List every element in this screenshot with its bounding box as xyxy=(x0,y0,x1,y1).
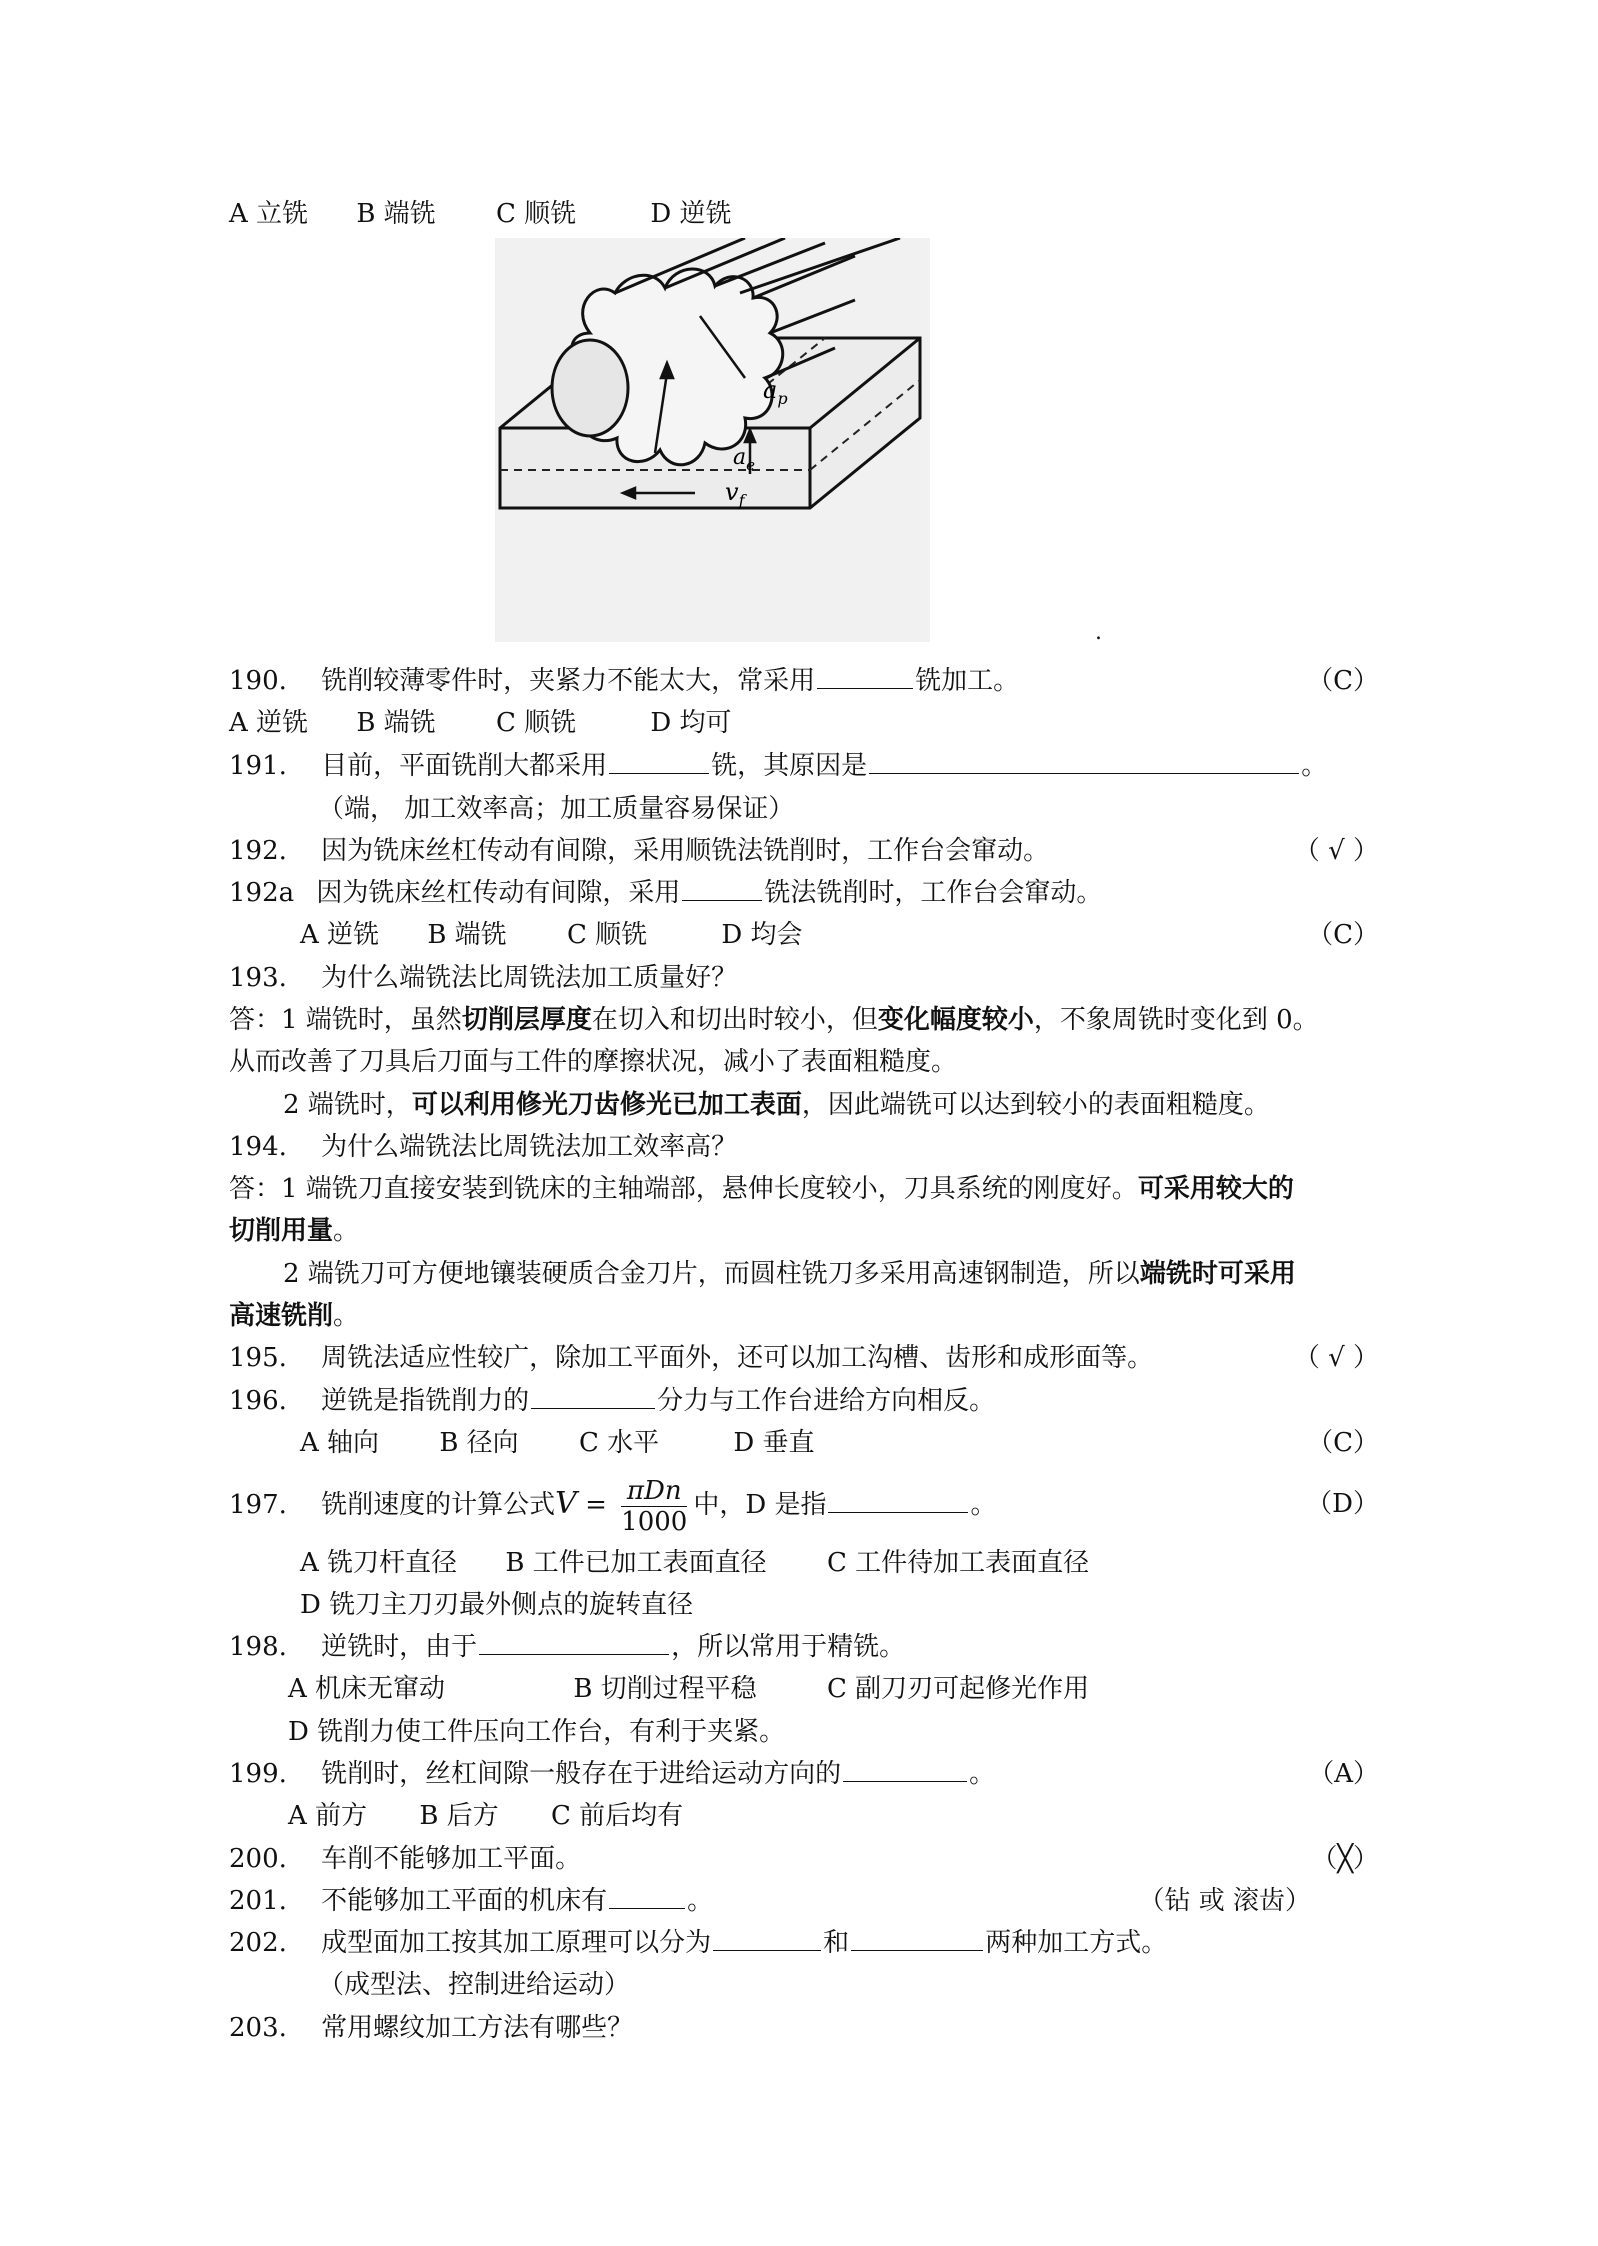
q194-answer-1 xyxy=(229,1168,1379,1210)
question-number: 198. xyxy=(229,1632,287,1662)
q194-question xyxy=(229,1126,1379,1168)
question-text: 两种加工方式。 xyxy=(985,1928,1168,1958)
question-number: 195. xyxy=(229,1343,287,1373)
option: C 副刀刃可起修光作用 xyxy=(826,1674,1090,1704)
question-text: 逆铣时，由于 xyxy=(321,1632,478,1662)
answer-emphasis: 切削层厚度 xyxy=(461,1005,592,1035)
q202-question xyxy=(229,1922,1379,1964)
question-number: 192. xyxy=(229,836,287,866)
question-text: 铣削时，丝杠间隙一般存在于进给运动方向的 xyxy=(321,1759,842,1789)
q197-option-d: D 铣刀主刀刃最外侧点的旋转直径 xyxy=(300,1590,694,1620)
question-text: 为什么端铣法比周铣法加工效率高？ xyxy=(321,1132,738,1162)
answer-emphasis: 端铣时可采用 xyxy=(1139,1259,1296,1289)
question-text: 因为铣床丝杠传动有间隙，采用顺铣法铣削时，工作台会窜动。 xyxy=(321,836,1050,866)
q194-answer-1-cont xyxy=(229,1210,1379,1252)
option: C 前后均有 xyxy=(550,1801,684,1831)
q190-question xyxy=(229,660,1379,702)
q199-options xyxy=(288,1795,1438,1837)
question-text: 铣削速度的计算公式 xyxy=(321,1490,556,1520)
option: A 铣刀杆直径 xyxy=(300,1548,458,1578)
formula-denominator: 1000 xyxy=(621,1506,688,1537)
option: A 逆铣 xyxy=(229,708,309,738)
question-number: 190. xyxy=(229,666,287,696)
answer-blank xyxy=(828,1486,968,1513)
stray-dot: . xyxy=(1095,620,1102,645)
answer-text: 。 xyxy=(333,1301,360,1331)
q202-note: （成型法、控制进给运动） xyxy=(318,1970,631,2000)
question-text: 成型面加工按其加工原理可以分为 xyxy=(321,1928,712,1958)
q191-note: （端， 加工效率高；加工质量容易保证） xyxy=(318,794,795,824)
q203-question xyxy=(229,2007,1379,2049)
answer-emphasis: 可采用较大的 xyxy=(1137,1174,1294,1204)
q195-question xyxy=(229,1337,1379,1379)
option: C 工件待加工表面直径 xyxy=(826,1548,1090,1578)
q193-answer-2 xyxy=(283,1084,1433,1126)
question-text: 。 xyxy=(969,1759,996,1789)
question-text: 不能够加工平面的机床有 xyxy=(321,1886,608,1916)
question-text: 。 xyxy=(1301,751,1328,781)
option: B 端铣 xyxy=(427,920,507,950)
question-text: 和 xyxy=(823,1928,850,1958)
q193-question xyxy=(229,957,1379,999)
question-text: 。 xyxy=(970,1490,997,1520)
question-number: 197. xyxy=(229,1490,287,1520)
q190-options xyxy=(229,702,1379,744)
option: C 水平 xyxy=(578,1428,660,1458)
formula-numerator: πDn xyxy=(621,1476,687,1507)
q191-question xyxy=(229,745,1379,787)
q198-question xyxy=(229,1626,1379,1668)
formula-equals: = xyxy=(585,1490,607,1520)
question-text: 目前，平面铣削大都采用 xyxy=(321,751,608,781)
q198-option-d: D 铣削力使工件压向工作台，有利于夹紧。 xyxy=(288,1717,786,1747)
option: D 均可 xyxy=(650,708,732,738)
option: B 径向 xyxy=(439,1428,519,1458)
q193-answer-1 xyxy=(229,999,1379,1041)
question-number: 203. xyxy=(229,2013,287,2043)
answer-blank xyxy=(851,1924,983,1951)
option: B 切削过程平稳 xyxy=(573,1674,757,1704)
answer-key: （ √ ） xyxy=(1293,836,1379,866)
milling-figure xyxy=(495,238,930,642)
answer-text: 。 xyxy=(333,1216,360,1246)
question-number: 193. xyxy=(229,963,287,993)
question-text: 车削不能够加工平面。 xyxy=(321,1844,582,1874)
option: B 工件已加工表面直径 xyxy=(505,1548,767,1578)
q193-answer-1-cont: 从而改善了刀具后刀面与工件的摩擦状况，减小了表面粗糙度。 xyxy=(229,1047,958,1077)
q189-options xyxy=(229,193,1379,235)
question-text: 逆铣是指铣削力的 xyxy=(321,1386,530,1416)
answer-key: （D） xyxy=(1306,1489,1379,1519)
q196-question xyxy=(229,1380,1379,1422)
q197-question xyxy=(229,1462,1379,1546)
q192a-options xyxy=(300,914,1379,956)
answer-emphasis: 可以利用修光刀齿修光已加工表面 xyxy=(411,1090,802,1120)
answer-blank xyxy=(817,662,913,689)
option: B 后方 xyxy=(419,1801,499,1831)
option: D 均会 xyxy=(721,920,803,950)
answer-blank xyxy=(609,1882,685,1909)
milling-cutter-illustration xyxy=(495,238,930,642)
q201-question xyxy=(229,1880,1379,1922)
answer-text: 答：1 端铣时，虽然 xyxy=(229,1005,462,1035)
answer-text: ，因此端铣可以达到较小的表面粗糙度。 xyxy=(801,1090,1270,1120)
q199-question xyxy=(229,1753,1379,1795)
answer-key: （╳） xyxy=(1311,1844,1379,1874)
answer-text: 2 端铣时， xyxy=(283,1090,412,1120)
question-number: 201. xyxy=(229,1886,287,1916)
question-number: 199. xyxy=(229,1759,287,1789)
question-number: 192a xyxy=(229,878,295,908)
question-number: 191. xyxy=(229,751,287,781)
answer-blank xyxy=(609,747,709,774)
question-text: 铣削较薄零件时，夹紧力不能太大，常采用 xyxy=(321,666,816,696)
option: A 逆铣 xyxy=(300,920,380,950)
question-text: 中，D 是指 xyxy=(693,1490,827,1520)
q200-question xyxy=(229,1838,1379,1880)
q192-question xyxy=(229,830,1379,872)
option: B 端铣 xyxy=(356,708,436,738)
ap-label: $a_p$ xyxy=(763,376,788,408)
question-number: 196. xyxy=(229,1386,287,1416)
q198-options xyxy=(288,1668,1438,1710)
question-text: 常用螺纹加工方法有哪些？ xyxy=(321,2013,634,2043)
option: A 立铣 xyxy=(229,199,309,229)
answer-text: ，不象周铣时变化到 0。 xyxy=(1033,1005,1319,1035)
question-text: 。 xyxy=(687,1886,714,1916)
ae-label: $a_e$ xyxy=(733,445,756,474)
formula-v: V xyxy=(555,1486,577,1521)
answer-text: 在切入和切出时较小，但 xyxy=(591,1005,878,1035)
question-text: 分力与工作台进给方向相反。 xyxy=(657,1386,996,1416)
vf-label: $v_f$ xyxy=(725,478,745,510)
answer-emphasis: 高速铣削 xyxy=(229,1301,334,1331)
answer-key: （C） xyxy=(1307,1428,1379,1458)
q194-answer-2-cont xyxy=(229,1295,1379,1337)
question-text: 为什么端铣法比周铣法加工质量好？ xyxy=(321,963,738,993)
answer-blank xyxy=(479,1628,669,1655)
question-text: 铣法铣削时，工作台会窜动。 xyxy=(764,878,1103,908)
formula-fraction xyxy=(621,1476,687,1537)
answer-blank xyxy=(713,1924,821,1951)
option: D 垂直 xyxy=(733,1428,815,1458)
option: A 机床无窜动 xyxy=(288,1674,446,1704)
answer-blank xyxy=(843,1755,967,1782)
question-number: 194. xyxy=(229,1132,287,1162)
answer-text: 答：1 端铣刀直接安装到铣床的主轴端部，悬伸长度较小，刀具系统的刚度好。 xyxy=(229,1174,1138,1204)
answer-key: （钻 或 滚齿） xyxy=(1138,1886,1311,1916)
question-text: 铣，其原因是 xyxy=(711,751,868,781)
answer-text: 2 端铣刀可方便地镶装硬质合金刀片，而圆柱铣刀多采用高速钢制造，所以 xyxy=(283,1259,1140,1289)
option: B 端铣 xyxy=(356,199,436,229)
q194-answer-2 xyxy=(283,1253,1433,1295)
answer-blank xyxy=(531,1382,655,1409)
option: C 顺铣 xyxy=(566,920,648,950)
q197-options xyxy=(300,1542,1450,1584)
option: A 前方 xyxy=(288,1801,368,1831)
option: C 顺铣 xyxy=(495,708,577,738)
option: C 顺铣 xyxy=(495,199,577,229)
answer-key: （C） xyxy=(1307,920,1379,950)
question-text: 铣加工。 xyxy=(915,666,1020,696)
answer-key: （A） xyxy=(1308,1759,1379,1789)
q192a-question xyxy=(229,872,1379,914)
question-number: 200. xyxy=(229,1844,287,1874)
q196-options xyxy=(300,1422,1379,1464)
question-text: 周铣法适应性较广，除加工平面外，还可以加工沟槽、齿形和成形面等。 xyxy=(321,1343,1154,1373)
answer-blank xyxy=(682,874,762,901)
answer-emphasis: 变化幅度较小 xyxy=(877,1005,1034,1035)
answer-key: （C） xyxy=(1307,666,1379,696)
option: D 逆铣 xyxy=(650,199,732,229)
option: A 轴向 xyxy=(300,1428,380,1458)
question-number: 202. xyxy=(229,1928,287,1958)
answer-emphasis: 切削用量 xyxy=(229,1216,334,1246)
answer-key: （ √ ） xyxy=(1293,1343,1379,1373)
question-text: ，所以常用于精铣。 xyxy=(671,1632,906,1662)
question-text: 因为铣床丝杠传动有间隙，采用 xyxy=(316,878,681,908)
answer-blank xyxy=(869,747,1299,774)
